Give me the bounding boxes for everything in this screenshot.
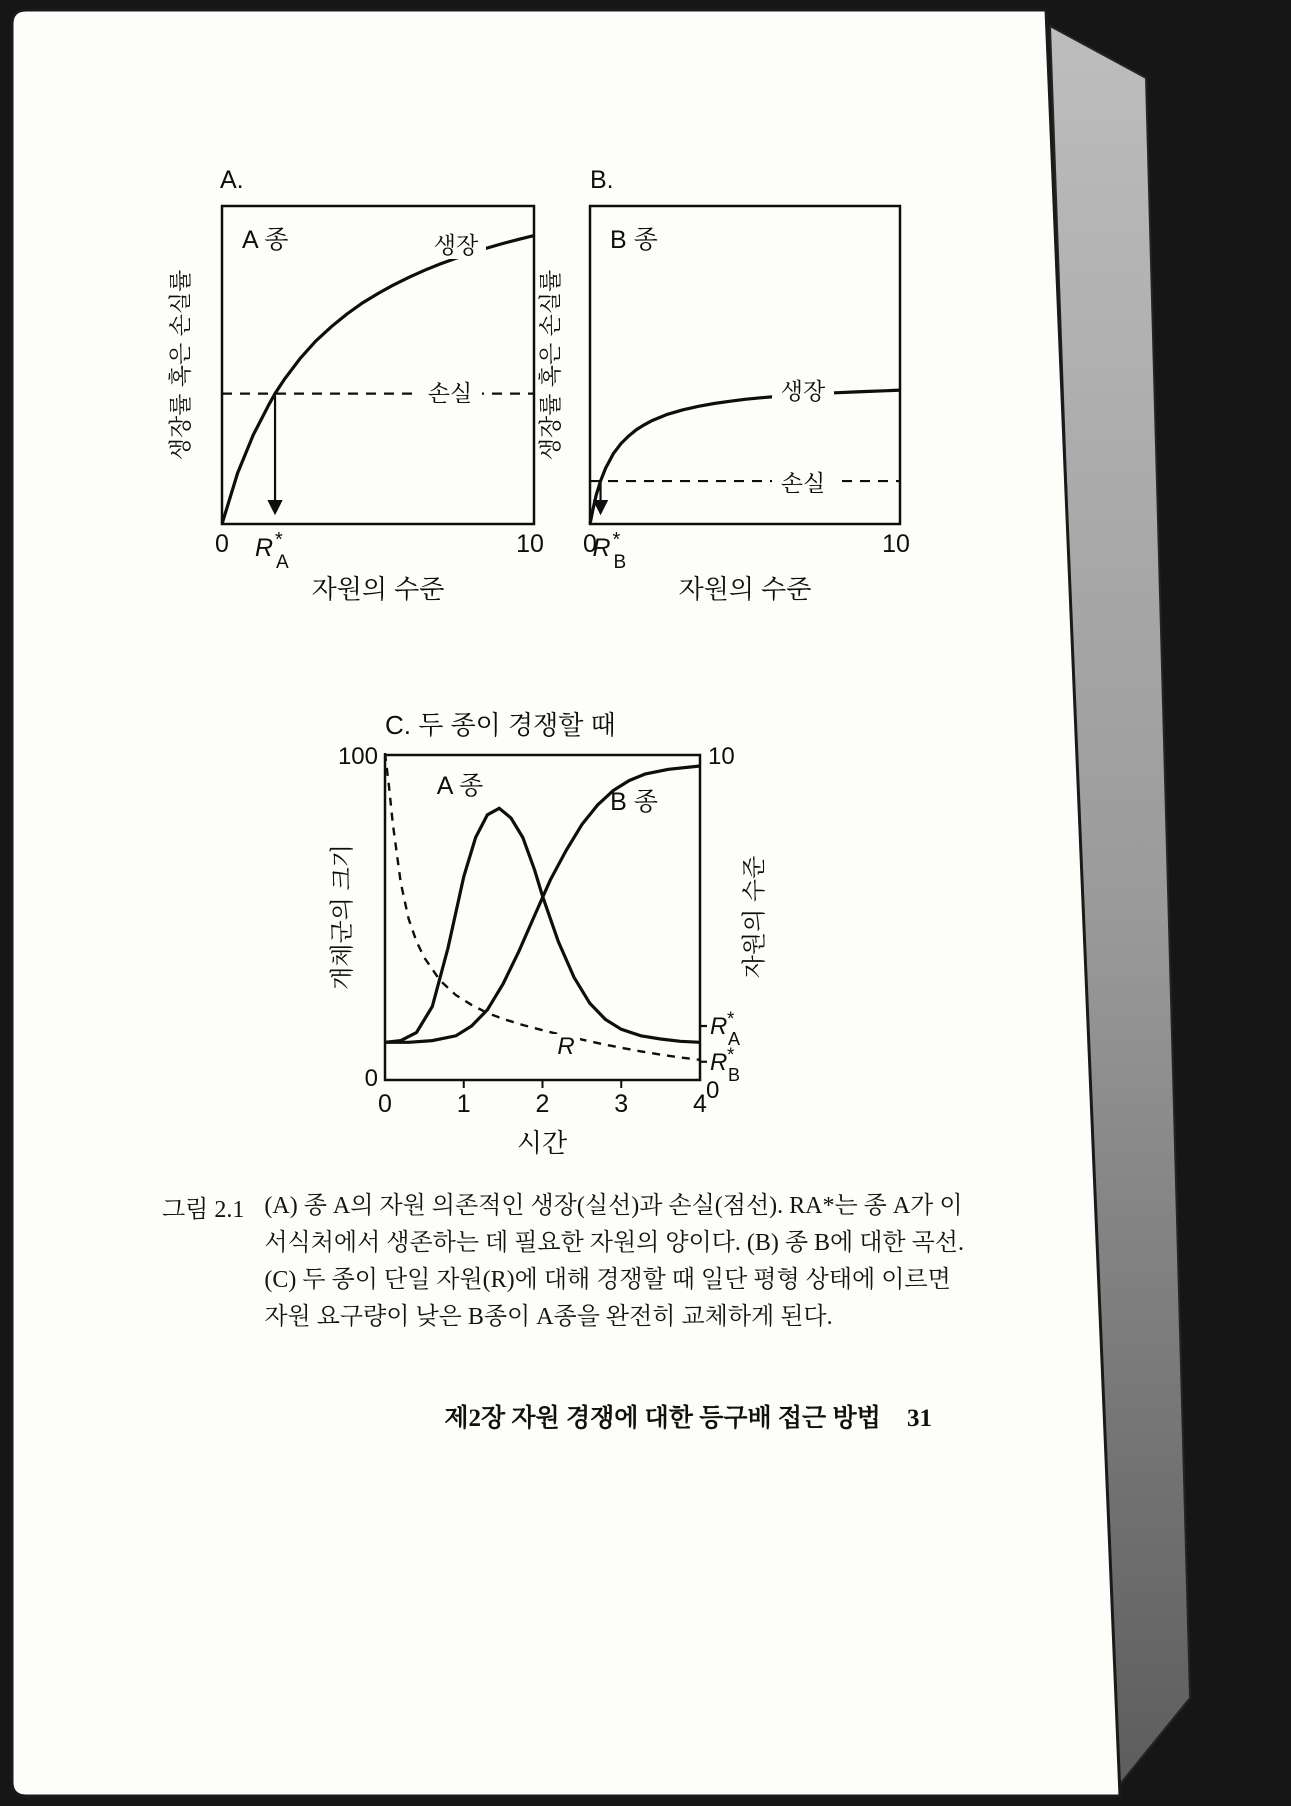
chart-c-xtick-3: 3 [614, 1090, 629, 1118]
rstar-b-base: R [592, 534, 611, 562]
caption-line-1: (A) 종 A의 자원 의존적인 생장(실선)과 손실(점선). RA*는 종 A가 이 [264, 1193, 963, 1219]
chart-c-title: C. 두 종이 경쟁할 때 [385, 710, 616, 740]
chart-b-growth-curve [590, 390, 900, 524]
chart-a-xtick-10: 10 [516, 530, 544, 558]
panel-a-label: A. [220, 166, 244, 194]
rstar-b-star: * [612, 529, 621, 551]
panel-b-label: B. [590, 166, 614, 194]
chart-a-ylabel: 생장률 혹은 손실률 [167, 269, 193, 461]
footer-chapter-title: 제2장 자원 경쟁에 대한 등구배 접근 방법 [444, 1405, 881, 1432]
chart-c [310, 698, 790, 1178]
rstar-cb-base: R [710, 1048, 728, 1076]
chart-a [150, 158, 570, 618]
chart-c-species-a-curve [385, 808, 700, 1042]
chart-c-ylabel-left: 개체군의 크기 [329, 844, 356, 990]
caption-text [264, 1188, 964, 1336]
caption-line-3: (C) 두 종이 단일 자원(R)에 대해 경쟁할 때 일단 평형 상태에 이르면 [264, 1267, 951, 1293]
chart-a-growth-curve [222, 236, 534, 524]
chart-c-ylabel-right: 자원의 수준 [741, 855, 768, 979]
chart-c-ytick-right-10: 10 [708, 743, 735, 770]
rstar-cb-sub: B [728, 1064, 741, 1085]
chart-b-ylabel: 생장률 혹은 손실률 [537, 269, 563, 461]
chart-b-species-label: B 종 [610, 226, 658, 254]
rstar-a-base: R [254, 534, 274, 562]
chart-c-species-b-label: B 종 [610, 788, 658, 816]
chart-a-xtick-0: 0 [215, 530, 229, 558]
chart-b-xtick-10: 10 [882, 530, 910, 558]
chart-c-ytick-left-100: 100 [337, 743, 378, 770]
caption-line-4: 자원 요구량이 낮은 B종이 A종을 완전히 교체하게 된다. [264, 1304, 833, 1330]
chart-a-growth-label: 생장 [433, 232, 479, 258]
caption-number: 그림 2.1 [162, 1197, 245, 1223]
chart-c-xtick-1: 1 [456, 1090, 471, 1118]
chart-c-r-label: R [557, 1033, 575, 1060]
rstar-b-sub: B [613, 552, 627, 573]
chart-a-xlabel: 자원의 수준 [311, 574, 445, 604]
chart-b-xlabel: 자원의 수준 [678, 574, 812, 604]
chart-a-rstar-tick-label [255, 529, 289, 573]
chart-c-xtick-0: 0 [378, 1090, 392, 1118]
chart-a-species-label: A 종 [242, 226, 289, 254]
chart-c-ytick-right-0: 0 [706, 1077, 720, 1104]
chart-b-rstar-tick-label [592, 529, 626, 573]
chart-b-xtick-0: 0 [583, 530, 597, 558]
rstar-ca-star: * [727, 1009, 735, 1030]
rstar-ca-base: R [710, 1013, 728, 1040]
chart-c-rstar-a-label [710, 1009, 740, 1049]
figure-caption [162, 1188, 962, 1336]
chart-b-loss-label: 손실 [780, 470, 826, 496]
caption-line-2: 서식처에서 생존하는 데 필요한 자원의 양이다. (B) 종 B에 대한 곡선. [264, 1230, 964, 1256]
chart-c-xtick-2: 2 [535, 1090, 550, 1118]
rstar-cb-star: * [727, 1044, 735, 1066]
rstar-a-star: * [275, 529, 283, 551]
chart-b [528, 158, 948, 618]
chart-a-loss-label: 손실 [427, 380, 473, 406]
chart-c-xtick-4: 4 [693, 1090, 707, 1118]
rstar-a-sub: A [276, 552, 289, 573]
chart-c-xlabel: 시간 [516, 1128, 568, 1158]
chart-c-species-a-label: A 종 [436, 772, 484, 800]
footer-page-number: 31 [907, 1405, 932, 1432]
chart-b-growth-label: 생장 [780, 378, 826, 404]
chart-c-ytick-left-0: 0 [364, 1065, 378, 1092]
rstar-ca-sub: A [728, 1029, 741, 1049]
page-footer [160, 1398, 932, 1434]
